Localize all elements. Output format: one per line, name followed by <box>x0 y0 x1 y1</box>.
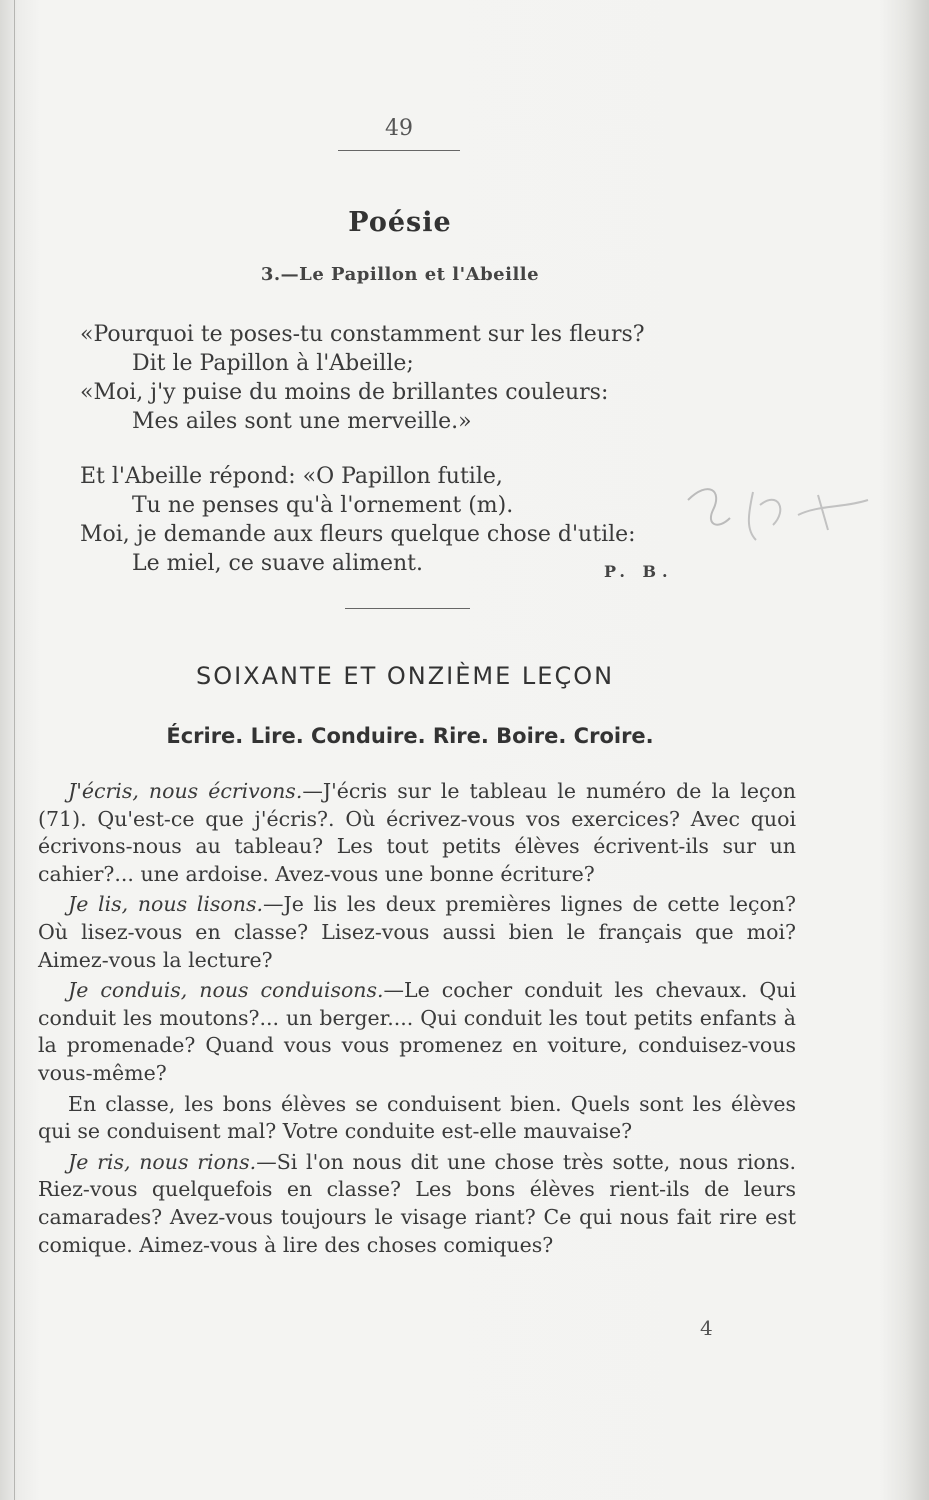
lesson-body <box>38 778 796 1262</box>
poem-line: Et l'Abeille répond: «O Papillon futile, <box>80 464 503 489</box>
lesson-paragraph <box>38 778 796 888</box>
poem-line: Le miel, ce suave aliment. <box>132 551 423 576</box>
lesson-paragraph <box>38 1091 796 1146</box>
paragraph-text: En classe, les bons élèves se conduisent bien. Quels sont les élèves qui se conduisent mal? Votre conduite est-elle mauvaise? <box>38 1091 796 1144</box>
page-number: 49 <box>385 116 413 141</box>
pencil-annotation <box>668 470 878 560</box>
poem-heading: Poésie <box>348 207 452 238</box>
poem-line: Dit le Papillon à l'Abeille; <box>132 351 414 376</box>
section-divider <box>345 608 470 609</box>
poem-signature: P. B. <box>604 562 674 581</box>
poem-line: Moi, je demande aux fleurs quelque chose d'utile: <box>80 522 636 547</box>
lesson-paragraph <box>38 977 796 1087</box>
poem-line: «Moi, j'y puise du moins de brillantes couleurs: <box>80 380 609 405</box>
signature-mark: 4 <box>700 1316 713 1340</box>
lesson-paragraph <box>38 891 796 974</box>
paragraph-text: —Si l'on nous dit une chose très sotte, nous rions. Riez-vous quelquefois en classe? Les bons élèves rient-ils de leurs camarades? Avez-vous toujours le visage riant? Ce qui nous fait rire est comique. Aimez-vous à lire des choses comiques? <box>38 1149 796 1257</box>
paragraph-text: —Je lis les deux premières lignes de cette leçon? Où lisez-vous en classe? Lisez-vous aussi bien le français que moi? Aimez-vous la lecture? <box>38 892 796 972</box>
paragraph-lead: Je ris, nous rions. <box>68 1149 257 1174</box>
poem-line: Tu ne penses qu'à l'ornement (m). <box>132 493 514 518</box>
paragraph-text: —Le cocher conduit les chevaux. Qui conduit les moutons?... un berger.... Qui conduit les tout petits enfants à la promenade? Quand vous vous promenez en voiture, conduisez-vous vous-même? <box>38 978 796 1085</box>
lesson-title: SOIXANTE ET ONZIÈME LEÇON <box>195 662 615 690</box>
poem-subtitle: 3.—Le Papillon et l'Abeille <box>260 264 540 285</box>
paragraph-lead: Je conduis, nous conduisons. <box>68 978 384 1003</box>
paragraph-lead: Je lis, nous lisons. <box>68 892 263 917</box>
page-binding-edge <box>0 0 15 1500</box>
paragraph-text: —J'écris sur le tableau le numéro de la leçon (71). Qu'est-ce que j'écris?. Où écrivez-vous vos exercices? Avec quoi écrivons-nous au tableau? Les tout petits élèves écrivent-ils sur un cahier?... une ardoise. Avez-vous une bonne écriture? <box>38 779 797 886</box>
header-divider <box>338 150 460 151</box>
lesson-verbs: Écrire. Lire. Conduire. Rire. Boire. Croire. <box>166 724 654 748</box>
poem-line: «Pourquoi te poses-tu constamment sur les fleurs? <box>80 322 645 347</box>
paragraph-lead: J'écris, nous écrivons. <box>68 779 303 803</box>
poem-line: Mes ailes sont une merveille.» <box>132 409 472 434</box>
lesson-paragraph <box>38 1149 796 1259</box>
